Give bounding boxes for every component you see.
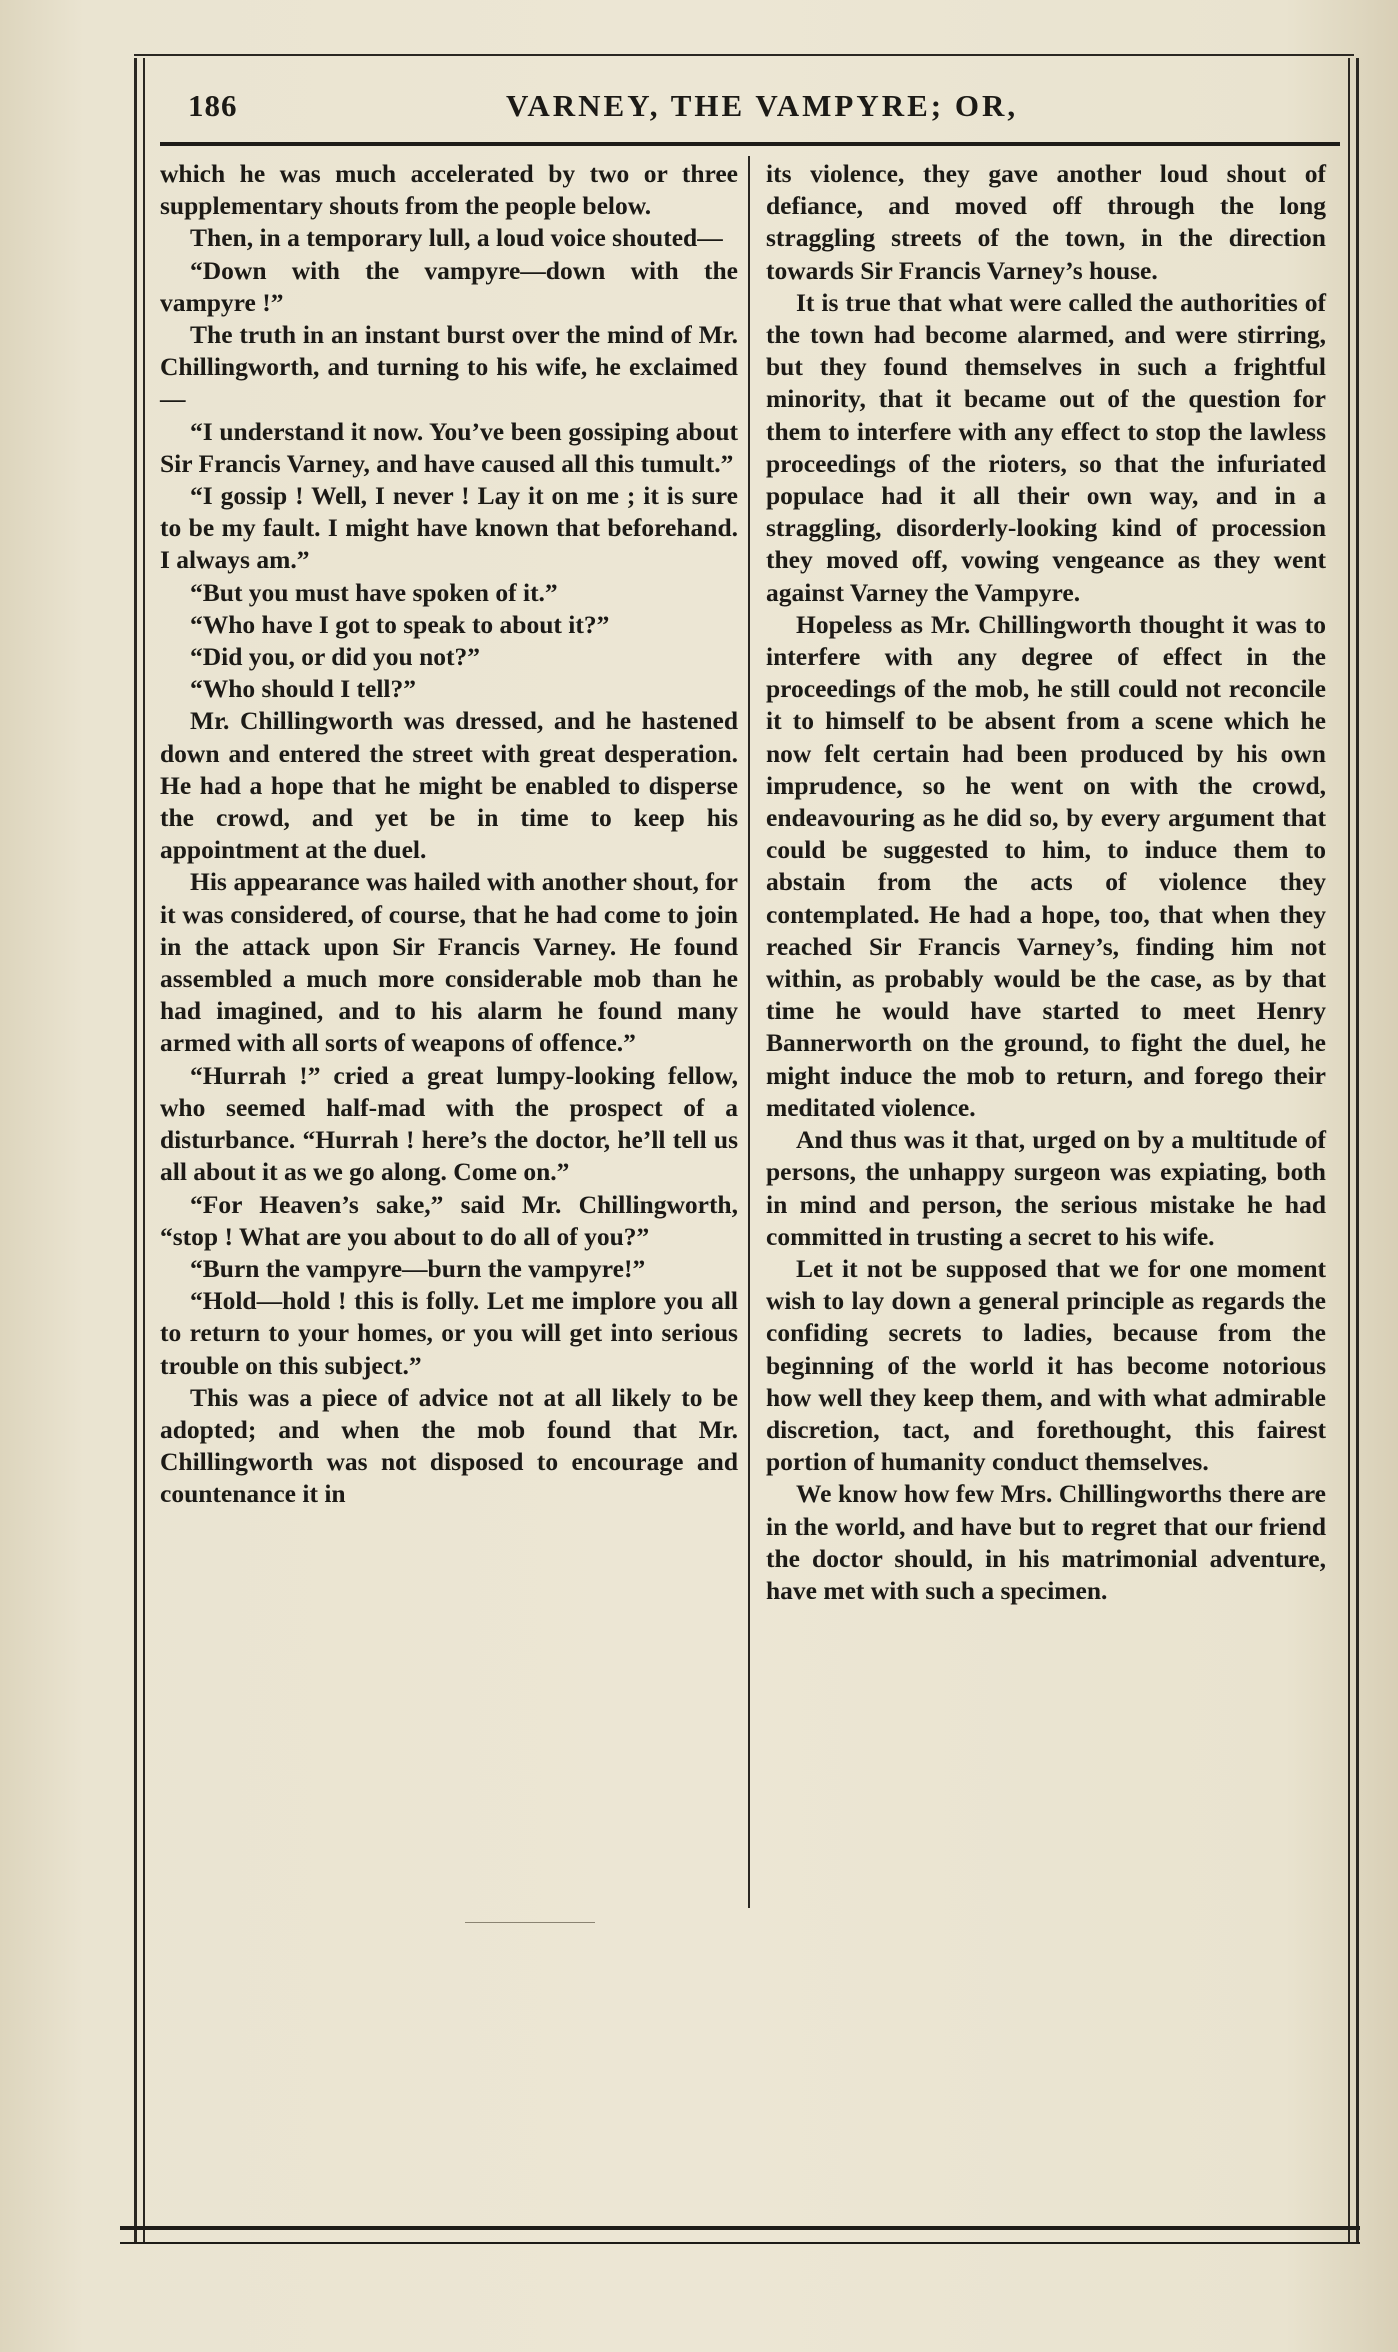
end-rule: [465, 1922, 595, 1923]
paragraph: “Down with the vampyre—down with the vampyre !”: [160, 255, 738, 317]
paragraph: “Burn the vampyre—burn the vampyre!”: [190, 1253, 646, 1283]
frame-bottom-rule: [120, 2226, 1360, 2244]
paragraph: “Hurrah !” cried a great lumpy-looking fellow, who seemed half-mad with the prospect of a disturbance. “Hurrah ! here’s the doctor, he’ll tell us all about it as we go along. Come on.”: [160, 1060, 738, 1187]
right-column: [766, 158, 1326, 1607]
page-number: 186: [188, 88, 238, 123]
paragraph: This was a piece of advice not at all likely to be adopted; and when the mob found that Mr. Chillingworth was not disposed to encourage and countenance it in: [160, 1382, 738, 1509]
paragraph: “Who have I got to speak to about it?”: [190, 609, 610, 639]
paragraph: “Hold—hold ! this is folly. Let me implore you all to return to your homes, or you will get into serious trouble on this subject.”: [160, 1286, 738, 1380]
column-divider: [748, 156, 750, 1908]
frame-left-rule: [134, 58, 145, 2243]
paragraph: “But you must have spoken of it.”: [190, 577, 558, 607]
paragraph: Let it not be supposed that we for one moment wish to lay down a general principle as regards the confiding secrets to ladies, because from the beginning of the world it has become notorious how well they keep them, and with what admirable discretion, tact, and forethought, this fairest portion of humanity conduct themselves.: [766, 1253, 1326, 1477]
paragraph: which he was much accelerated by two or three supplementary shouts from the people below.: [160, 159, 738, 221]
running-head: VARNEY, THE VAMPYRE; OR,: [506, 88, 1019, 123]
paragraph: its violence, they gave another loud shout of defiance, and moved off through the long straggling streets of the town, in the direction towards Sir Francis Varney’s house.: [766, 159, 1326, 285]
page-header: [160, 84, 1340, 146]
paragraph: “Did you, or did you not?”: [190, 642, 481, 672]
paragraph: “For Heaven’s sake,” said Mr. Chillingworth, “stop ! What are you about to do all of you?”: [160, 1189, 738, 1251]
paragraph: And thus was it that, urged on by a multitude of persons, the unhappy surgeon was expiating, both in mind and person, the serious mistake he had committed in trusting a secret to his wife.: [766, 1125, 1326, 1251]
paragraph: We know how few Mrs. Chillingworths there are in the world, and have but to regret that our friend the doctor should, in his matrimonial adventure, have met with such a specimen.: [766, 1479, 1326, 1605]
left-column: [160, 158, 738, 1511]
frame-right-rule: [1348, 58, 1359, 2243]
paragraph: Then, in a temporary lull, a loud voice shouted—: [190, 223, 723, 253]
paragraph: His appearance was hailed with another shout, for it was considered, of course, that he had come to join in the attack upon Sir Francis Varney. He found assembled a much more considerable mob than he had imagined, and to his alarm he found many armed with all sorts of weapons of offence.”: [160, 867, 738, 1058]
frame-top-rule: [134, 54, 1354, 61]
paragraph: It is true that what were called the authorities of the town had become alarmed, and were stirring, but they found themselves in such a frightful minority, that it became out of the question for them to interfere with any effect to stop the lawless proceedings of the rioters, so that the infuriated populace had it all their own way, and in a straggling, disorderly-looking kind of procession they moved off, vowing vengeance as they went against Varney the Vampyre.: [766, 287, 1326, 607]
paragraph: “I understand it now. You’ve been gossiping about Sir Francis Varney, and have caused all this tumult.”: [160, 416, 738, 478]
paragraph: “Who should I tell?”: [190, 674, 417, 704]
paragraph: Mr. Chillingworth was dressed, and he hastened down and entered the street with great desperation. He had a hope that he might be enabled to disperse the crowd, and yet be in time to keep his appointment at the duel.: [160, 706, 738, 865]
paragraph: Hopeless as Mr. Chillingworth thought it was to interfere with any degree of effect in the proceedings of the mob, he still could not reconcile it to himself to be absent from a scene which he now felt certain had been produced by his own imprudence, so he went on with the crowd, endeavouring as he did so, by every argument that could be suggested to him, to induce them to abstain from the acts of violence they contemplated. He had a hope, too, that when they reached Sir Francis Varney’s, finding him not within, as probably would be the case, as by that time he would have started to meet Henry Bannerworth on the ground, to fight the duel, he might induce the mob to return, and forego their meditated violence.: [766, 609, 1326, 1122]
paragraph: The truth in an instant burst over the mind of Mr. Chillingworth, and turning to his wife, he exclaimed—: [160, 320, 738, 414]
paragraph: “I gossip ! Well, I never ! Lay it on me ; it is sure to be my fault. I might have known that beforehand. I always am.”: [160, 481, 738, 575]
